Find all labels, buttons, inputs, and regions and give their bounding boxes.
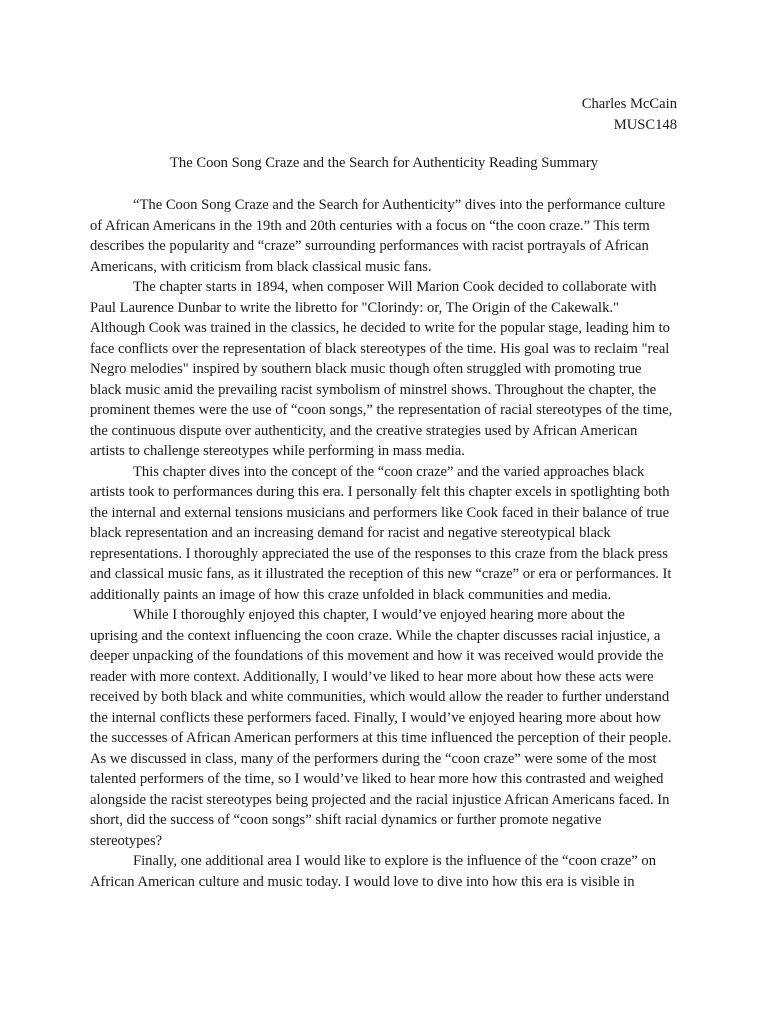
course-code: MUSC148 (613, 116, 677, 133)
paragraph-5: Finally, one additional area I would like to explore is the influence of the “coon craze” on African American culture and music today. I would love to dive into how this era is visible in (90, 853, 657, 890)
paragraph-4: While I thoroughly enjoyed this chapter, I would’ve enjoyed hearing more about the uprising and the context influencing the coon craze. While the chapter discusses racial injustice, a deeper unpacking of the foundations of this movement and how it was received would provide the reader with more context. Additionally, I would’ve liked to hear more about how these acts were received by both black and white communities, which would allow the reader to further understand the internal conflicts these performers faced. Finally, I would’ve enjoyed hearing more about how the successes of African American performers at this time influenced the perception of their people. As we discussed in class, many of the performers during the “coon craze” were some of the most talented performers of the time, so I would’ve liked to hear more how this contrasted and weighed alongside the racist stereotypes being projected and the racial injustice African Americans faced. In short, did the success of “coon songs” shift racial dynamics or further promote negative stereotypes? (90, 607, 672, 849)
document-body (90, 195, 674, 892)
document-title: The Coon Song Craze and the Search for Authenticity Reading Summary (170, 155, 598, 171)
paragraph-1: “The Coon Song Craze and the Search for Authenticity” dives into the performance culture of African Americans in the 19th and 20th centuries with a focus on “the coon craze.” This term describes the popularity and “craze” surrounding performances with racist portrayals of African Americans, with criticism from black classical music fans. (90, 197, 666, 275)
document-header (582, 94, 677, 135)
paragraph-2: The chapter starts in 1894, when composer Will Marion Cook decided to collaborate with Paul Laurence Dunbar to write the libretto for "Clorindy: or, The Origin of the Cakewalk." Although Cook was trained in the classics, he decided to write for the popular stage, leading him to face conflicts over the representation of black stereotypes of the time. His goal was to reclaim "real Negro melodies" inspired by southern black music though often struggled with promoting true black music amid the prevailing racist symbolism of minstrel shows. Throughout the chapter, the prominent themes were the use of “coon songs,” the representation of racial stereotypes of the time, the continuous dispute over authenticity, and the creative strategies used by African American artists to challenge stereotypes while performing in mass media. (90, 279, 673, 459)
paragraph-3: This chapter dives into the concept of the “coon craze” and the varied approaches black artists took to performances during this era. I personally felt this chapter excels in spotlighting both the internal and external tensions musicians and performers like Cook faced in their balance of true black representation and an increasing demand for racist and negative stereotypical black representations. I thoroughly appreciated the use of the responses to this craze from the black press and classical music fans, as it illustrated the reception of this new “craze” or era or performances. It additionally paints an image of how this craze unfolded in black communities and media. (90, 463, 672, 603)
author-name: Charles McCain (581, 96, 677, 112)
